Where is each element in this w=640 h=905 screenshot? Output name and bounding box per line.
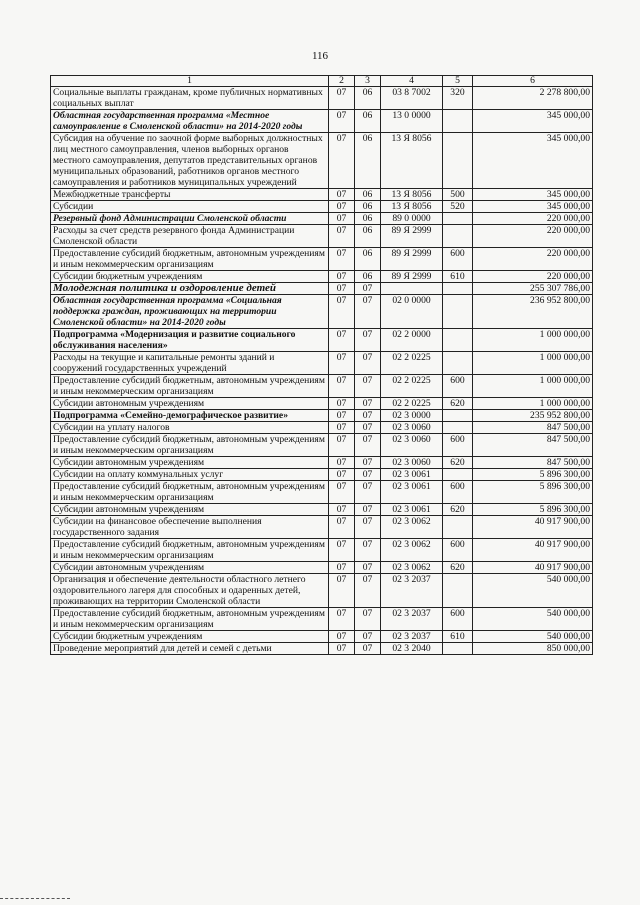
cell-amount: 220 000,00 [473, 213, 593, 225]
footer-divider [0, 898, 70, 900]
cell-expense-type: 600 [443, 481, 473, 504]
table-row [51, 410, 593, 422]
cell-target-code: 02 3 0062 [381, 562, 443, 574]
header-col-4: 4 [381, 76, 443, 87]
table-row [51, 271, 593, 283]
cell-description: Подпрограмма «Семейно-демографическое развитие» [51, 410, 329, 422]
cell-expense-type: 520 [443, 201, 473, 213]
cell-subsection: 07 [355, 608, 381, 631]
cell-target-code: 02 3 0061 [381, 481, 443, 504]
table-row [51, 213, 593, 225]
cell-target-code: 02 3 0062 [381, 516, 443, 539]
cell-amount: 236 952 800,00 [473, 295, 593, 329]
cell-section: 07 [329, 504, 355, 516]
table-row [51, 457, 593, 469]
cell-description: Предоставление субсидий бюджетным, автономным учреждениям и иным некоммерческим организациям [51, 481, 329, 504]
cell-amount: 1 000 000,00 [473, 329, 593, 352]
cell-subsection: 06 [355, 248, 381, 271]
cell-target-code [381, 283, 443, 295]
cell-description: Молодежная политика и оздоровление детей [51, 283, 329, 295]
cell-subsection: 06 [355, 110, 381, 133]
cell-section: 07 [329, 539, 355, 562]
cell-expense-type: 610 [443, 271, 473, 283]
cell-expense-type: 600 [443, 248, 473, 271]
cell-amount: 40 917 900,00 [473, 539, 593, 562]
cell-expense-type: 620 [443, 457, 473, 469]
cell-expense-type: 600 [443, 434, 473, 457]
cell-description: Предоставление субсидий бюджетным, автономным учреждениям и иным некоммерческим организациям [51, 434, 329, 457]
cell-amount: 5 896 300,00 [473, 469, 593, 481]
cell-description: Межбюджетные трансферты [51, 189, 329, 201]
cell-amount: 40 917 900,00 [473, 562, 593, 574]
cell-expense-type: 500 [443, 189, 473, 201]
cell-amount: 5 896 300,00 [473, 504, 593, 516]
cell-amount: 220 000,00 [473, 271, 593, 283]
cell-section: 07 [329, 398, 355, 410]
cell-expense-type [443, 516, 473, 539]
cell-target-code: 02 3 0061 [381, 469, 443, 481]
cell-target-code: 03 8 7002 [381, 87, 443, 110]
table-row [51, 295, 593, 329]
cell-target-code: 89 Я 2999 [381, 248, 443, 271]
cell-amount: 540 000,00 [473, 631, 593, 643]
cell-description: Расходы за счет средств резервного фонда Администрации Смоленской области [51, 225, 329, 248]
table-row [51, 248, 593, 271]
cell-section: 07 [329, 213, 355, 225]
cell-section: 07 [329, 87, 355, 110]
cell-section: 07 [329, 608, 355, 631]
table-row [51, 481, 593, 504]
cell-target-code: 89 0 0000 [381, 213, 443, 225]
cell-target-code: 02 3 0000 [381, 410, 443, 422]
cell-subsection: 07 [355, 352, 381, 375]
cell-amount: 1 000 000,00 [473, 375, 593, 398]
cell-expense-type: 600 [443, 608, 473, 631]
cell-description: Проведение мероприятий для детей и семей с детьми [51, 643, 329, 655]
cell-subsection: 06 [355, 87, 381, 110]
cell-expense-type: 610 [443, 631, 473, 643]
cell-section: 07 [329, 189, 355, 201]
cell-description: Областная государственная программа «Местное самоуправление в Смоленской области» на 2014-2020 годы [51, 110, 329, 133]
cell-description: Субсидии [51, 201, 329, 213]
cell-expense-type [443, 643, 473, 655]
cell-section: 07 [329, 329, 355, 352]
cell-subsection: 07 [355, 398, 381, 410]
table-row [51, 283, 593, 295]
table-row [51, 539, 593, 562]
cell-target-code: 02 3 2040 [381, 643, 443, 655]
table-row [51, 422, 593, 434]
cell-section: 07 [329, 295, 355, 329]
cell-description: Субсидии автономным учреждениям [51, 504, 329, 516]
cell-target-code: 89 Я 2999 [381, 225, 443, 248]
cell-amount: 847 500,00 [473, 434, 593, 457]
cell-subsection: 07 [355, 562, 381, 574]
table-row [51, 574, 593, 608]
cell-amount: 850 000,00 [473, 643, 593, 655]
cell-expense-type: 620 [443, 504, 473, 516]
cell-expense-type: 320 [443, 87, 473, 110]
budget-table [50, 75, 593, 655]
header-col-6: 6 [473, 76, 593, 87]
cell-description: Субсидии автономным учреждениям [51, 562, 329, 574]
cell-target-code: 02 0 0000 [381, 295, 443, 329]
cell-target-code: 02 3 2037 [381, 574, 443, 608]
table-row [51, 225, 593, 248]
cell-amount: 5 896 300,00 [473, 481, 593, 504]
cell-target-code: 02 3 2037 [381, 631, 443, 643]
cell-subsection: 06 [355, 189, 381, 201]
cell-section: 07 [329, 133, 355, 189]
cell-description: Предоставление субсидий бюджетным, автономным учреждениям и иным некоммерческим организациям [51, 608, 329, 631]
cell-target-code: 02 2 0225 [381, 375, 443, 398]
cell-section: 07 [329, 434, 355, 457]
table-row [51, 352, 593, 375]
table-row [51, 516, 593, 539]
cell-expense-type: 620 [443, 562, 473, 574]
cell-expense-type: 620 [443, 398, 473, 410]
cell-description: Резервный фонд Администрации Смоленской области [51, 213, 329, 225]
cell-section: 07 [329, 283, 355, 295]
cell-subsection: 07 [355, 643, 381, 655]
table-row [51, 329, 593, 352]
cell-subsection: 07 [355, 481, 381, 504]
cell-subsection: 07 [355, 434, 381, 457]
cell-section: 07 [329, 469, 355, 481]
cell-section: 07 [329, 631, 355, 643]
cell-amount: 847 500,00 [473, 422, 593, 434]
cell-target-code: 02 3 0060 [381, 457, 443, 469]
cell-subsection: 07 [355, 457, 381, 469]
cell-target-code: 02 2 0225 [381, 352, 443, 375]
cell-subsection: 06 [355, 133, 381, 189]
cell-description: Субсидии бюджетным учреждениям [51, 271, 329, 283]
cell-description: Предоставление субсидий бюджетным, автономным учреждениям и иным некоммерческим организациям [51, 248, 329, 271]
cell-target-code: 13 Я 8056 [381, 133, 443, 189]
cell-expense-type [443, 225, 473, 248]
cell-target-code: 13 Я 8056 [381, 201, 443, 213]
cell-target-code: 89 Я 2999 [381, 271, 443, 283]
cell-target-code: 02 3 0061 [381, 504, 443, 516]
cell-target-code: 02 2 0000 [381, 329, 443, 352]
table-body [51, 87, 593, 655]
cell-expense-type: 600 [443, 375, 473, 398]
cell-section: 07 [329, 457, 355, 469]
cell-section: 07 [329, 574, 355, 608]
cell-section: 07 [329, 375, 355, 398]
cell-target-code: 02 3 0062 [381, 539, 443, 562]
cell-target-code: 13 0 0000 [381, 110, 443, 133]
cell-expense-type [443, 422, 473, 434]
cell-description: Субсидии на уплату налогов [51, 422, 329, 434]
page-number: 116 [311, 50, 329, 62]
table-row [51, 87, 593, 110]
cell-description: Субсидии бюджетным учреждениям [51, 631, 329, 643]
cell-expense-type: 600 [443, 539, 473, 562]
cell-section: 07 [329, 516, 355, 539]
cell-subsection: 07 [355, 283, 381, 295]
cell-amount: 40 917 900,00 [473, 516, 593, 539]
cell-subsection: 07 [355, 422, 381, 434]
cell-amount: 1 000 000,00 [473, 398, 593, 410]
header-col-2: 2 [329, 76, 355, 87]
table-row [51, 504, 593, 516]
cell-section: 07 [329, 352, 355, 375]
cell-target-code: 02 3 0060 [381, 434, 443, 457]
cell-subsection: 06 [355, 271, 381, 283]
cell-subsection: 06 [355, 201, 381, 213]
cell-amount: 345 000,00 [473, 189, 593, 201]
cell-subsection: 07 [355, 504, 381, 516]
cell-target-code: 02 3 2037 [381, 608, 443, 631]
cell-subsection: 07 [355, 631, 381, 643]
cell-description: Организация и обеспечение деятельности областного летнего оздоровительного лагеря для способных и одаренных детей, проживающих на территории Смоленской области [51, 574, 329, 608]
table-row [51, 110, 593, 133]
cell-description: Субсидии автономным учреждениям [51, 457, 329, 469]
cell-amount: 540 000,00 [473, 574, 593, 608]
cell-description: Субсидии автономным учреждениям [51, 398, 329, 410]
table-header-row [51, 76, 593, 87]
cell-description: Областная государственная программа «Социальная поддержка граждан, проживающих на территории Смоленской области» на 2014-2020 годы [51, 295, 329, 329]
cell-section: 07 [329, 225, 355, 248]
header-col-1: 1 [51, 76, 329, 87]
cell-section: 07 [329, 201, 355, 213]
cell-subsection: 06 [355, 213, 381, 225]
cell-subsection: 07 [355, 295, 381, 329]
cell-expense-type [443, 283, 473, 295]
cell-expense-type [443, 574, 473, 608]
cell-section: 07 [329, 562, 355, 574]
table-row [51, 469, 593, 481]
cell-expense-type [443, 110, 473, 133]
cell-description: Социальные выплаты гражданам, кроме публичных нормативных социальных выплат [51, 87, 329, 110]
cell-target-code: 02 3 0060 [381, 422, 443, 434]
cell-expense-type [443, 329, 473, 352]
cell-expense-type [443, 352, 473, 375]
cell-expense-type [443, 410, 473, 422]
cell-section: 07 [329, 410, 355, 422]
cell-subsection: 07 [355, 469, 381, 481]
cell-subsection: 07 [355, 574, 381, 608]
cell-description: Субсидии на оплату коммунальных услуг [51, 469, 329, 481]
cell-section: 07 [329, 481, 355, 504]
cell-amount: 345 000,00 [473, 201, 593, 213]
cell-expense-type [443, 295, 473, 329]
cell-section: 07 [329, 248, 355, 271]
cell-subsection: 06 [355, 225, 381, 248]
table-row [51, 434, 593, 457]
table-row [51, 562, 593, 574]
cell-subsection: 07 [355, 539, 381, 562]
cell-target-code: 02 2 0225 [381, 398, 443, 410]
cell-subsection: 07 [355, 329, 381, 352]
table-row [51, 398, 593, 410]
header-col-5: 5 [443, 76, 473, 87]
cell-description: Подпрограмма «Модернизация и развитие социального обслуживания населения» [51, 329, 329, 352]
cell-amount: 847 500,00 [473, 457, 593, 469]
cell-amount: 255 307 786,00 [473, 283, 593, 295]
cell-expense-type [443, 213, 473, 225]
cell-amount: 220 000,00 [473, 248, 593, 271]
cell-amount: 540 000,00 [473, 608, 593, 631]
cell-amount: 235 952 800,00 [473, 410, 593, 422]
cell-expense-type [443, 133, 473, 189]
cell-amount: 1 000 000,00 [473, 352, 593, 375]
cell-amount: 2 278 800,00 [473, 87, 593, 110]
cell-description: Предоставление субсидий бюджетным, автономным учреждениям и иным некоммерческим организациям [51, 539, 329, 562]
table-row [51, 643, 593, 655]
cell-amount: 345 000,00 [473, 110, 593, 133]
cell-subsection: 07 [355, 375, 381, 398]
table-row [51, 201, 593, 213]
table-row [51, 631, 593, 643]
cell-section: 07 [329, 110, 355, 133]
table-row [51, 608, 593, 631]
cell-subsection: 07 [355, 410, 381, 422]
cell-description: Субсидии на финансовое обеспечение выполнения государственного задания [51, 516, 329, 539]
cell-amount: 220 000,00 [473, 225, 593, 248]
cell-section: 07 [329, 643, 355, 655]
table-row [51, 189, 593, 201]
cell-amount: 345 000,00 [473, 133, 593, 189]
cell-description: Субсидия на обучение по заочной форме выборных должностных лиц местного самоуправления, членов выборных органов местного самоуправления, депутатов представительных органов муниципальных образований, работников органов местного самоуправления и работников муниципальных учреждений [51, 133, 329, 189]
table-row [51, 375, 593, 398]
cell-section: 07 [329, 422, 355, 434]
cell-description: Расходы на текущие и капитальные ремонты зданий и сооружений государственных учреждений [51, 352, 329, 375]
header-col-3: 3 [355, 76, 381, 87]
table-row [51, 133, 593, 189]
cell-section: 07 [329, 271, 355, 283]
cell-target-code: 13 Я 8056 [381, 189, 443, 201]
cell-expense-type [443, 469, 473, 481]
cell-subsection: 07 [355, 516, 381, 539]
cell-description: Предоставление субсидий бюджетным, автономным учреждениям и иным некоммерческим организациям [51, 375, 329, 398]
